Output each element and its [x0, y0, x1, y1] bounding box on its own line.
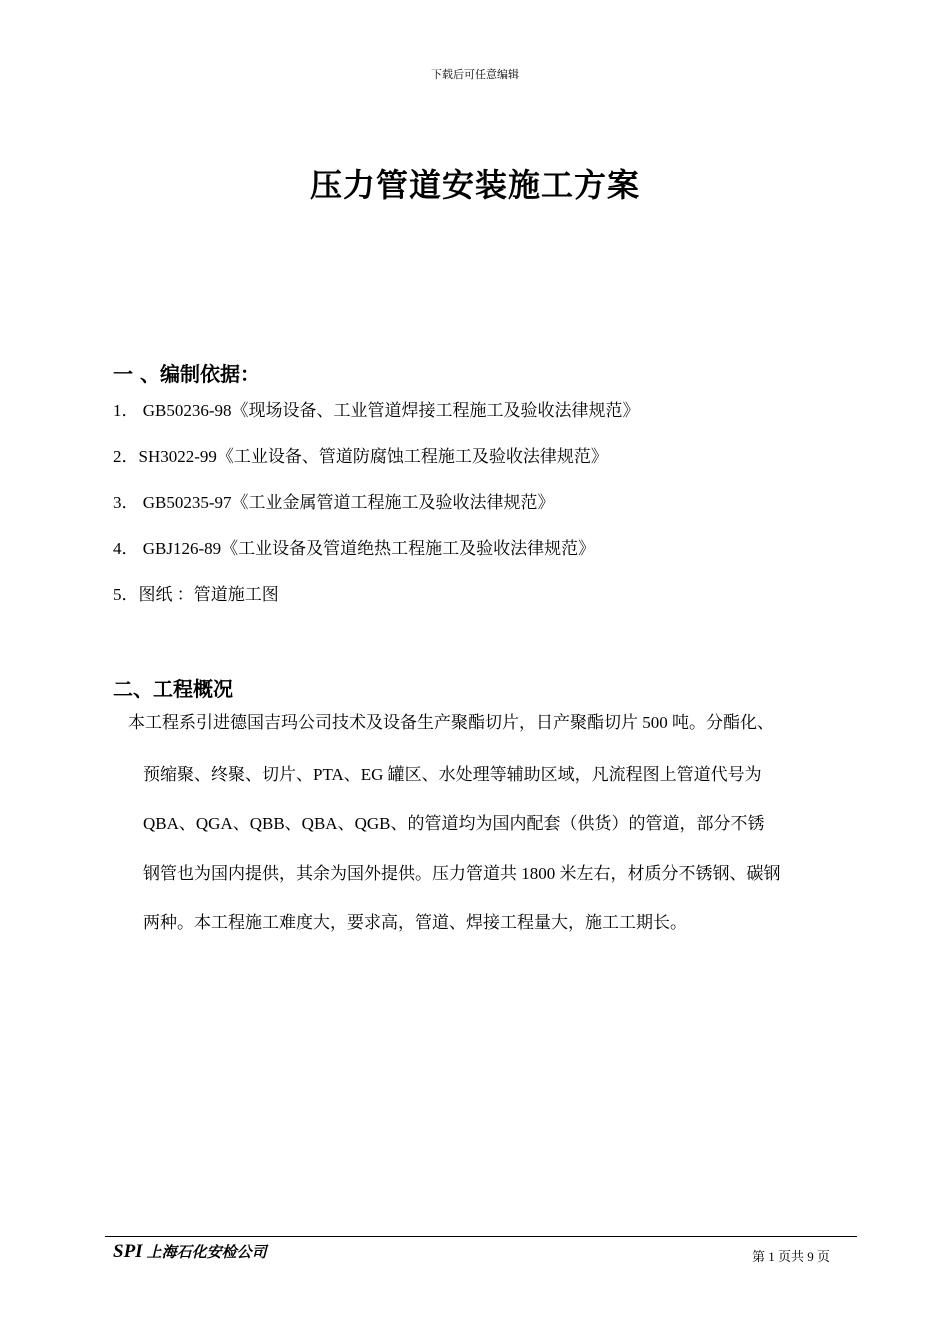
overview-paragraph-line: 本工程系引进德国吉玛公司技术及设备生产聚酯切片，日产聚酯切片 500 吨。分酯化、	[128, 713, 774, 732]
overview-paragraph-line: QBA、QGA、QBB、QBA、QGB、的管道均为国内配套（供货）的管道，部分不锈	[143, 814, 765, 833]
reference-item: 2．SH3022-99《工业设备、管道防腐蚀工程施工及验收法律规范》	[113, 447, 608, 466]
overview-paragraph-line: 预缩聚、终聚、切片、PTA、EG 罐区、水处理等辅助区域，凡流程图上管道代号为	[143, 765, 762, 784]
reference-item: 5．图纸 ：管道施工图	[113, 585, 279, 604]
header-note: 下载后可任意编辑	[431, 69, 519, 81]
reference-item: 3． GB50235-97《工业金属管道工程施工及验收法律规范》	[113, 493, 555, 512]
document-title: 压力管道安装施工方案	[309, 167, 640, 203]
company-name: 上海石化安检公司	[146, 1243, 267, 1261]
section-heading-overview: 二、工程概况	[113, 677, 233, 701]
page-number: 第 1 页共 9 页	[751, 1249, 830, 1264]
overview-paragraph-line: 钢管也为国内提供，其余为国外提供。压力管道共 1800 米左右，材质分不锈钢、碳钢	[143, 864, 781, 883]
reference-item: 1． GB50236-98《现场设备、工业管道焊接工程施工及验收法律规范》	[113, 401, 640, 420]
footer-company	[113, 1241, 267, 1263]
section-heading-basis: 一 、编制依据：	[113, 362, 260, 386]
overview-paragraph-line: 两种。本工程施工难度大，要求高，管道、焊接工程量大，施工工期长。	[143, 913, 687, 932]
reference-item: 4． GBJ126-89《工业设备及管道绝热工程施工及验收法律规范》	[113, 539, 596, 558]
company-abbreviation: SPI	[113, 1241, 143, 1262]
footer-divider	[105, 1236, 857, 1237]
